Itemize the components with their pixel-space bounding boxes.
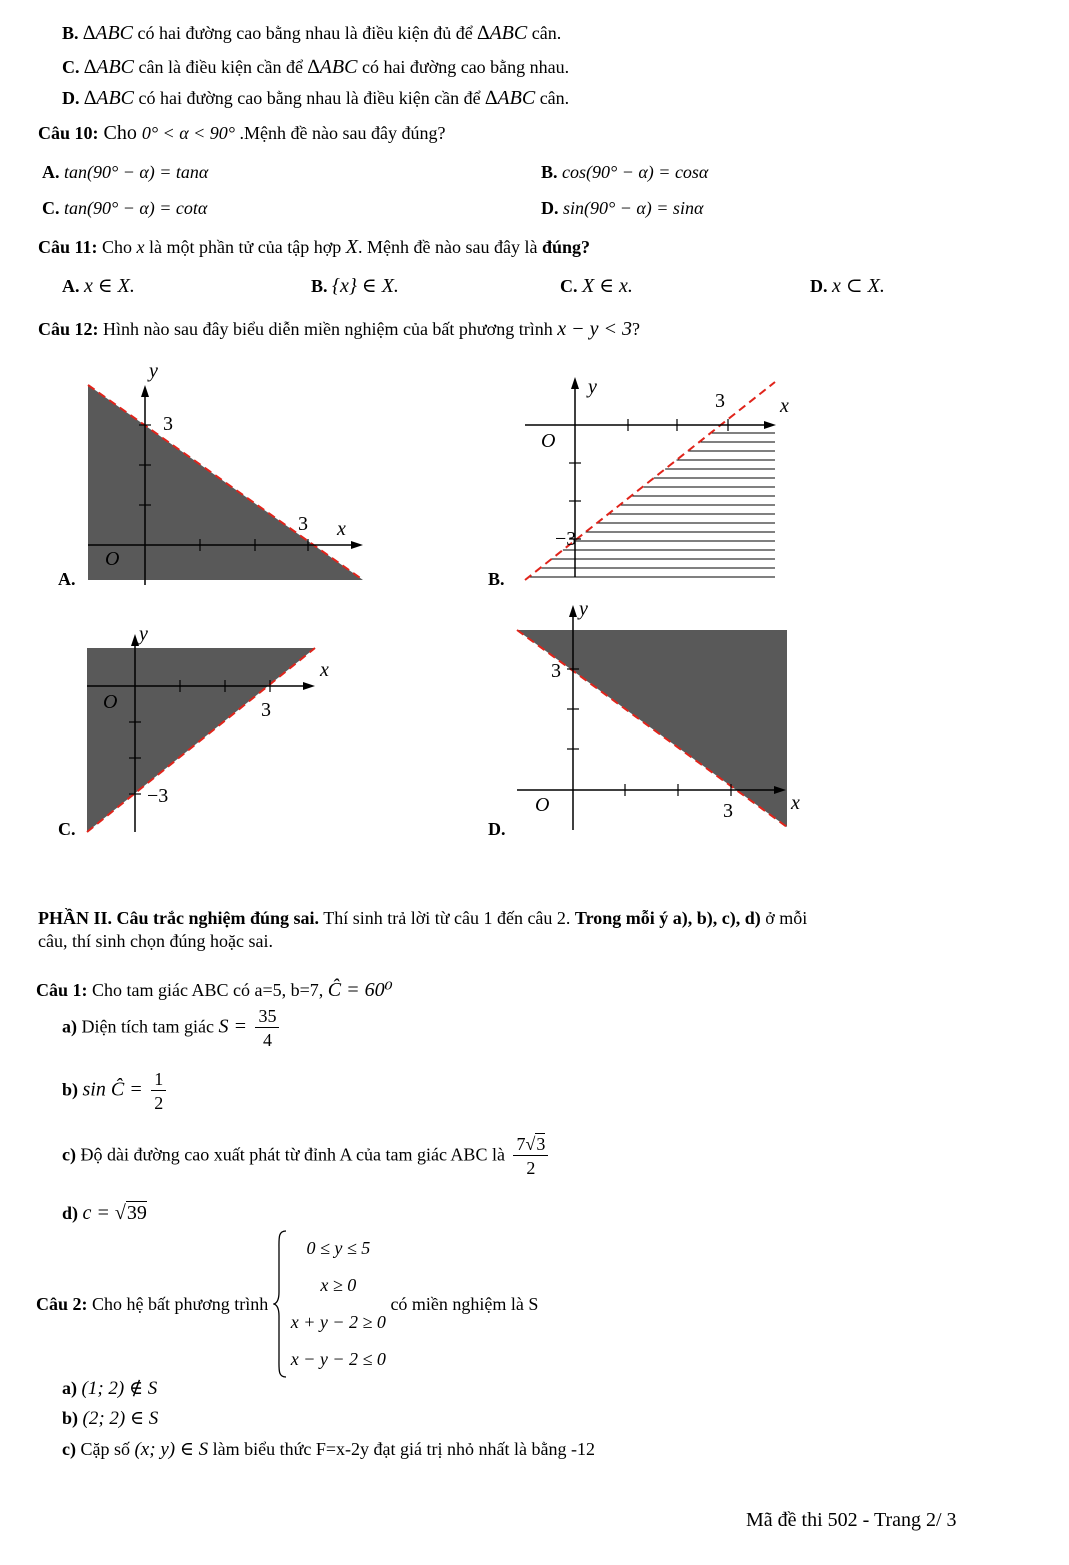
graph-b-label: B. <box>488 569 505 589</box>
q10-stem: Câu 10: Cho 0° < α < 90° .Mệnh đề nào sau đây đúng? <box>38 122 446 144</box>
tick-label-x: 3 <box>298 513 308 535</box>
tick-label-y: 3 <box>163 413 173 435</box>
p2q2-stem: Câu 2: Cho hệ bất phương trình 0 ≤ y ≤ 5 x ≥ 0 x + y − 2 ≥ 0 x − y − 2 ≤ 0 có miền nghiệm là S <box>36 1230 538 1378</box>
q11-option-d[interactable]: D. x ⊂ X. <box>810 275 885 297</box>
part2-instructions-line2: câu, thí sinh chọn đúng hoặc sai. <box>38 931 273 951</box>
y-arrow <box>141 385 149 397</box>
p2q1-statement-c[interactable]: c) Độ dài đường cao xuất phát từ đỉnh A của tam giác ABC là $\frac{7√3}{2}$ <box>62 1133 552 1180</box>
origin-label: O <box>535 794 550 816</box>
y-label: y <box>149 360 158 382</box>
fraction: $\frac{7√3}{2}$ <box>513 1133 548 1180</box>
tick-label-x: 3 <box>261 699 271 721</box>
p2q2-statement-a[interactable]: a) (1; 2) ∉ S <box>62 1378 158 1399</box>
q9-option-b[interactable]: B. ∆ABC có hai đường cao bằng nhau là điều kiện đủ để ∆ABC cân. <box>62 22 562 44</box>
x-label: x <box>320 659 329 681</box>
tick-label-x: 3 <box>723 800 733 822</box>
q10-option-d[interactable]: D. sin(90° − α) = sinα <box>541 198 704 218</box>
q11-option-a[interactable]: A. x ∈ X. <box>62 275 135 297</box>
page-footer: Mã đề thi 502 - Trang 2/ 3 <box>746 1509 957 1531</box>
q11-option-b[interactable]: B. {x} ∈ X. <box>311 275 399 297</box>
tick-label-x: 3 <box>715 390 725 412</box>
x-arrow <box>351 541 363 549</box>
graph-c[interactable] <box>55 620 355 840</box>
x-arrow <box>303 682 315 690</box>
fraction: $\frac{35}{4}$ <box>255 1005 279 1052</box>
q11-option-c[interactable]: C. X ∈ x. <box>560 275 633 297</box>
x-label: x <box>791 792 800 814</box>
inequality-system: 0 ≤ y ≤ 5 x ≥ 0 x + y − 2 ≥ 0 x − y − 2 ≤ 0 <box>273 1230 386 1378</box>
q9-option-d[interactable]: D. ∆ABC có hai đường cao bằng nhau là điều kiện cần để ∆ABC cân. <box>62 87 570 109</box>
graph-d-label: D. <box>488 819 506 839</box>
y-arrow <box>571 377 579 389</box>
p2q1-statement-d[interactable]: d) c = √39 <box>62 1202 147 1224</box>
origin-label: O <box>103 691 118 713</box>
graph-b[interactable] <box>485 365 815 590</box>
left-brace-icon <box>273 1230 287 1378</box>
graph-d[interactable] <box>485 595 815 840</box>
p2q1-stem: Câu 1: Cho tam giác ABC có a=5, b=7, Ĉ = 60⁰ <box>36 979 393 1001</box>
part2-instructions: PHẦN II. Câu trắc nghiệm đúng sai. Thí sinh trả lời từ câu 1 đến câu 2. Trong mỗi ý a), b), c), d) ở mỗi <box>38 908 808 928</box>
y-label: y <box>139 623 148 645</box>
hatched-region <box>529 433 775 577</box>
tick-label-y: 3 <box>551 660 561 682</box>
x-arrow <box>764 421 776 429</box>
tick-label-y: −3 <box>147 785 169 807</box>
origin-label: O <box>105 548 120 570</box>
origin-label: O <box>541 430 556 452</box>
graph-a[interactable] <box>55 355 375 595</box>
q10-option-b[interactable]: B. cos(90° − α) = cosα <box>541 162 709 182</box>
p2q1-statement-a[interactable]: a) Diện tích tam giác S = $\frac{35}{4}$ <box>62 1005 283 1052</box>
graph-c-label: C. <box>58 819 76 839</box>
q11-stem: Câu 11: Cho x là một phần tử của tập hợp X. Mệnh đề nào sau đây là đúng? <box>38 236 590 258</box>
tick-label-y: −3 <box>555 528 577 550</box>
p2q2-statement-c[interactable]: c) Cặp số (x; y) ∈ S làm biểu thức F=x-2y đạt giá trị nhỏ nhất là bằng -12 <box>62 1439 595 1460</box>
y-arrow <box>569 605 577 617</box>
fraction: $\frac{1}{2}$ <box>151 1068 166 1115</box>
y-label: y <box>579 598 588 620</box>
q12-stem: Câu 12: Hình nào sau đây biểu diễn miền nghiệm của bất phương trình x − y < 3? <box>38 318 640 340</box>
p2q2-statement-b[interactable]: b) (2; 2) ∈ S <box>62 1408 159 1429</box>
q9-option-c[interactable]: C. ∆ABC cân là điều kiện cần để ∆ABC có hai đường cao bằng nhau. <box>62 56 570 78</box>
q10-option-c[interactable]: C. tan(90° − α) = cotα <box>42 198 208 218</box>
q10-option-a[interactable]: A. tan(90° − α) = tanα <box>42 162 209 182</box>
x-label: x <box>780 395 789 417</box>
y-label: y <box>588 376 597 398</box>
x-label: x <box>337 518 346 540</box>
y-arrow <box>131 634 139 646</box>
p2q1-statement-b[interactable]: b) sin Ĉ = $\frac{1}{2}$ <box>62 1068 170 1115</box>
graph-a-label: A. <box>58 569 76 589</box>
